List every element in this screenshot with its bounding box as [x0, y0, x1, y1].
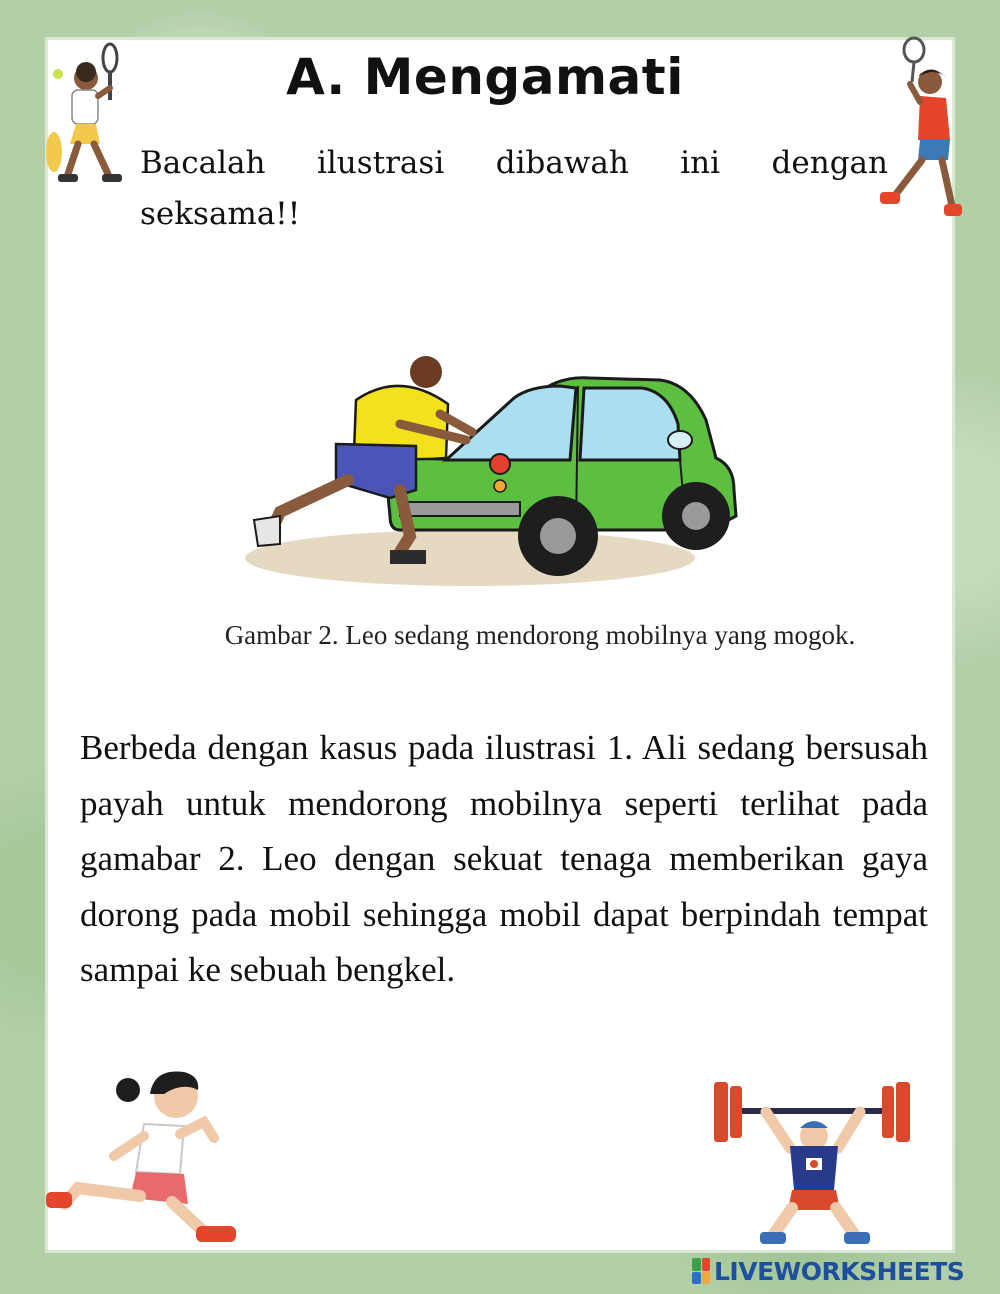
runner-icon	[44, 1064, 244, 1254]
weightlifter-icon	[704, 1072, 934, 1252]
logo-mark-icon	[692, 1258, 710, 1284]
body-paragraph: Berbeda dengan kasus pada ilustrasi 1. Ali sedang bersusah payah untuk mendorong mobilnya seperti terlihat pada gamabar 2. Leo dengan sekuat tenaga memberikan gaya dorong pada mobil sehingga mobil dapat berpindah tempat sampai ke sebuah bengkel.	[80, 728, 928, 989]
intro-instruction: Bacalah ilustrasi dibawah ini dengan seksama!!	[140, 145, 888, 232]
figure-caption: Gambar 2. Leo sedang mendorong mobilnya yang mogok.	[224, 620, 856, 650]
logo-text: LIVEWORKSHEETS	[714, 1256, 965, 1286]
liveworksheets-logo[interactable]	[692, 1256, 964, 1286]
page-title: A. Mengamati	[286, 48, 684, 106]
car-push-illustration	[240, 340, 750, 605]
